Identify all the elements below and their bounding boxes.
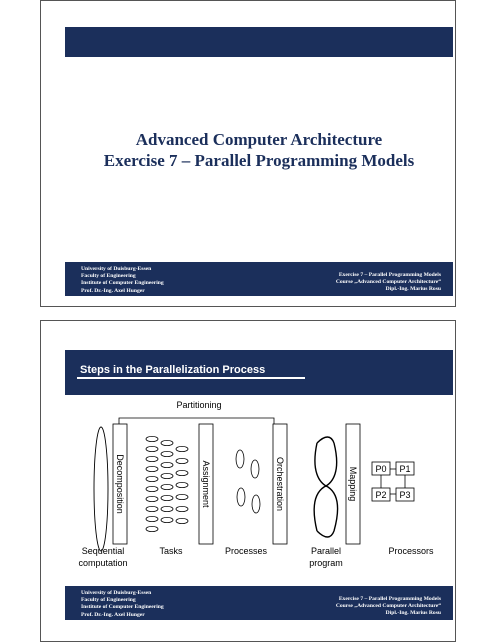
- footer-university: University of Duisburg-Essen: [81, 266, 152, 272]
- processor-p3-label: P3: [399, 490, 411, 500]
- task-ellipse: [176, 506, 188, 511]
- program-thread: [315, 443, 338, 531]
- processors-label: Processors: [388, 546, 434, 556]
- footer-left: [81, 590, 164, 619]
- footer-faculty: Faculty of Engineering: [81, 273, 136, 280]
- task-ellipse: [176, 494, 188, 499]
- footer-course: Course „Advanced Computer Architecture“: [335, 603, 441, 610]
- parallel-label-2: program: [309, 558, 343, 568]
- footer-instructor: Dipl.-Ing. Marius Rosu: [385, 610, 441, 617]
- task-ellipse: [161, 484, 173, 489]
- footer-instructor: Dipl.-Ing. Marius Rosu: [385, 286, 441, 293]
- process-ellipse: [237, 488, 245, 506]
- footer-band: [65, 586, 453, 620]
- process-ellipse: [252, 495, 260, 513]
- task-ellipse: [161, 473, 173, 478]
- processor-p0-label: P0: [375, 464, 387, 474]
- task-ellipse: [146, 486, 158, 491]
- task-ellipse: [146, 496, 158, 501]
- program-thread: [317, 437, 334, 443]
- sequential-ellipse: [94, 427, 108, 551]
- process-ellipse: [251, 460, 259, 478]
- task-ellipse: [146, 526, 158, 531]
- process-ellipse: [236, 450, 244, 468]
- task-ellipse: [176, 470, 188, 475]
- section-title: Steps in the Parallelization Process: [80, 364, 266, 376]
- partitioning-label: Partitioning: [176, 400, 222, 410]
- processor-p2-label: P2: [375, 490, 387, 500]
- footer-institute: Institute of Computer Engineering: [81, 280, 164, 287]
- processes-label: Processes: [224, 546, 268, 556]
- footer-band: [65, 262, 453, 296]
- slide-title-text: [65, 129, 453, 171]
- task-ellipse: [161, 517, 173, 522]
- task-ellipse: [146, 436, 158, 441]
- sequential-label-2: computation: [78, 558, 128, 568]
- task-ellipse: [161, 506, 173, 511]
- task-ellipse: [161, 451, 173, 456]
- task-ellipse: [146, 466, 158, 471]
- tasks-label: Tasks: [159, 546, 183, 556]
- title-line-2: Exercise 7 – Parallel Programming Models: [103, 151, 415, 170]
- parallel-program-graph: [314, 437, 337, 537]
- task-ellipses: [146, 436, 188, 531]
- footer-right: [336, 272, 441, 294]
- slide-title: [40, 0, 456, 307]
- mapping-label: Mapping: [348, 466, 358, 502]
- orchestration-label: Orchestration: [275, 456, 285, 512]
- task-ellipse: [161, 462, 173, 467]
- task-ellipse: [176, 458, 188, 463]
- title-line-1: Advanced Computer Architecture: [135, 130, 383, 149]
- decomposition-label: Decomposition: [115, 454, 125, 514]
- footer-institute: Institute of Computer Engineering: [81, 604, 164, 611]
- footer-university: University of Duisburg-Essen: [81, 590, 152, 596]
- header-band: [65, 27, 453, 57]
- processor-grid: [372, 462, 414, 501]
- footer-exercise: Exercise 7 – Parallel Programming Models: [338, 272, 441, 278]
- task-ellipse: [176, 518, 188, 523]
- parallel-label-1: Parallel: [310, 546, 342, 556]
- footer-faculty: Faculty of Engineering: [81, 597, 136, 604]
- task-ellipse: [176, 446, 188, 451]
- footer-professor: Prof. Dr.-Ing. Axel Hunger: [81, 287, 145, 294]
- processor-p1-label: P1: [399, 464, 411, 474]
- task-ellipse: [146, 506, 158, 511]
- footer-course: Course „Advanced Computer Architecture“: [335, 279, 441, 286]
- task-ellipse: [146, 456, 158, 461]
- footer-left: [81, 266, 164, 295]
- task-ellipse: [146, 516, 158, 521]
- program-thread: [314, 443, 337, 531]
- process-ellipses: [236, 450, 260, 513]
- slide-parallelization: [40, 320, 456, 642]
- task-ellipse: [161, 495, 173, 500]
- task-ellipse: [161, 440, 173, 445]
- task-ellipse: [176, 482, 188, 487]
- program-thread: [317, 531, 334, 537]
- footer-exercise: Exercise 7 – Parallel Programming Models: [338, 596, 441, 602]
- partitioning-bracket: [119, 418, 274, 425]
- assignment-label: Assignment: [201, 460, 211, 508]
- footer-right: [336, 596, 441, 618]
- footer-professor: Prof. Dr.-Ing. Axel Hunger: [81, 611, 145, 618]
- task-ellipse: [146, 476, 158, 481]
- sequential-label-1: Sequential: [81, 546, 125, 556]
- task-ellipse: [146, 446, 158, 451]
